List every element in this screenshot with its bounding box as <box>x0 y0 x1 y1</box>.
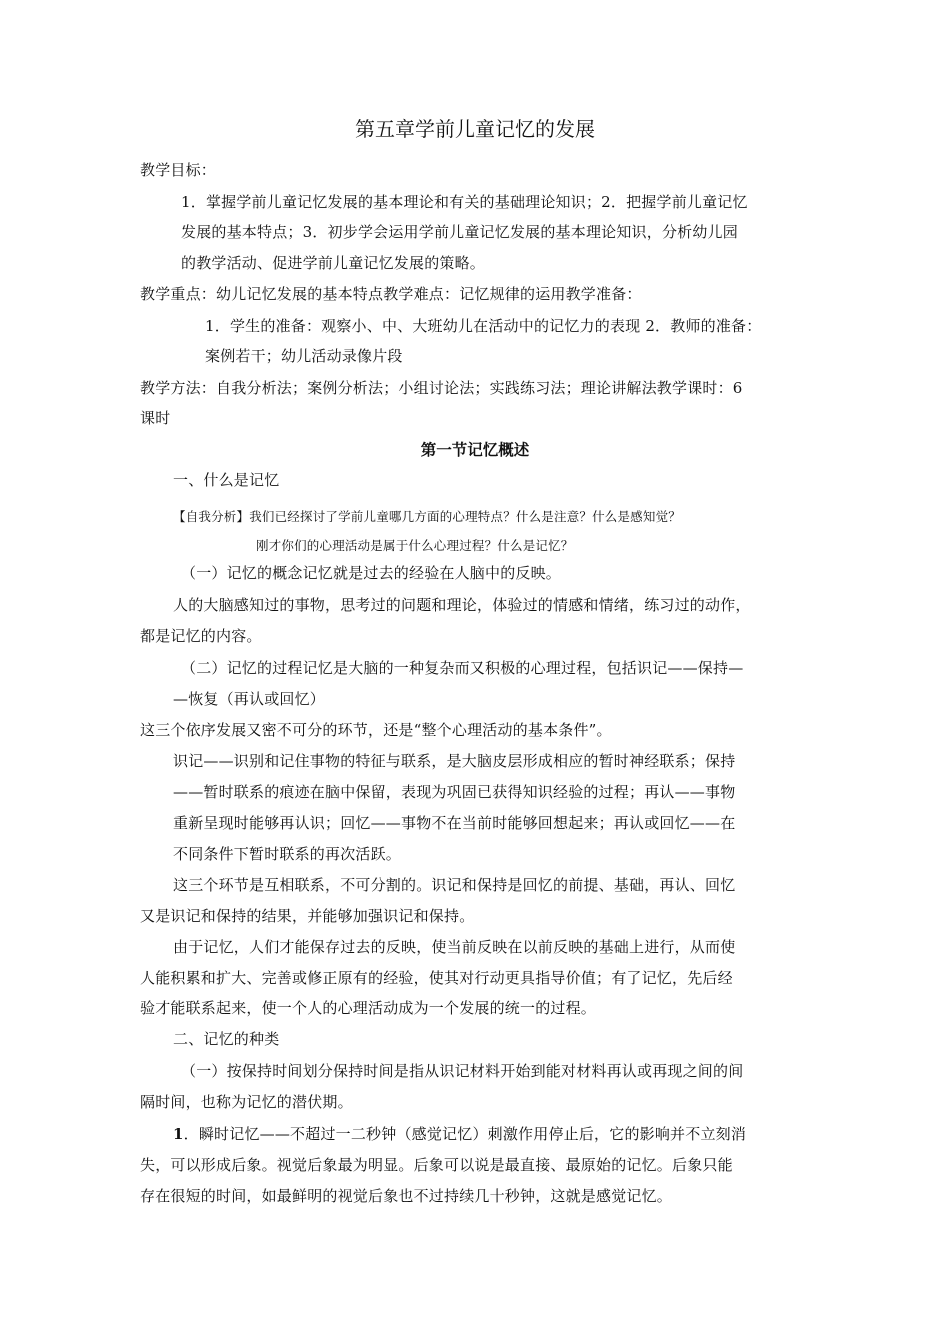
body-line: 识记——识别和记住事物的特征与联系，是大脑皮层形成相应的暂时神经联系；保持 <box>173 752 736 770</box>
section-title: 第一节记忆概述 <box>420 441 530 459</box>
body-line: 由于记忆，人们才能保存过去的反映，使当前反映在以前反映的基础上进行，从而使 <box>173 938 736 956</box>
body-line: 存在很短的时间，如最鲜明的视觉后象也不过持续几十秒钟，这就是感觉记忆。 <box>140 1187 673 1205</box>
body-line: 失，可以形成后象。视觉后象最为明显。后象可以说是最直接、最原始的记忆。后象只能 <box>140 1156 733 1174</box>
list-number: 1 <box>173 1125 184 1143</box>
objectives-line-2: 发展的基本特点；3．初步学会运用学前儿童记忆发展的基本理论知识，分析幼儿园 <box>181 223 738 241</box>
memory-process-line-2: —恢复（再认或回忆） <box>173 690 326 708</box>
body-line: 都是记忆的内容。 <box>140 627 262 645</box>
body-line: ——暂时联系的痕迹在脑中保留，表现为巩固已获得知识经验的过程；再认——事物 <box>173 783 736 801</box>
sensory-memory-line-1 <box>173 1124 746 1144</box>
memory-process-line-1: （二）记忆的过程记忆是大脑的一种复杂而又积极的心理过程，包括识记——保持— <box>181 659 744 677</box>
body-line: （一）按保持时间划分保持时间是指从识记材料开始到能对材料再认或再现之间的间 <box>181 1062 744 1080</box>
objectives-line-1: 1．掌握学前儿童记忆发展的基本理论和有关的基础理论知识；2．把握学前儿童记忆 <box>181 193 748 211</box>
body-line: 这三个依序发展又密不可分的环节，还是“整个心理活动的基本条件”。 <box>140 721 612 739</box>
sensory-memory-text: ．瞬时记忆——不超过一二秒钟（感觉记忆）刺激作用停止后，它的影响并不立刻消 <box>183 1125 747 1143</box>
body-line: 重新呈现时能够再认识；回忆——事物不在当前时能够回想起来；再认或回忆——在 <box>173 814 736 832</box>
memory-concept: （一）记忆的概念记忆就是过去的经验在人脑中的反映。 <box>181 564 562 582</box>
chapter-title: 第五章学前儿童记忆的发展 <box>355 117 595 141</box>
key-points-line: 教学重点：幼儿记忆发展的基本特点教学难点：记忆规律的运用教学准备： <box>140 285 642 303</box>
methods-line-1: 教学方法：自我分析法；案例分析法；小组讨论法；实践练习法；理论讲解法教学课时：6 <box>140 379 743 397</box>
preparation-line-2: 案例若干；幼儿活动录像片段 <box>205 347 403 365</box>
body-line: 不同条件下暂时联系的再次活跃。 <box>173 845 402 863</box>
body-line: 隔时间，也称为记忆的潜伏期。 <box>140 1093 353 1111</box>
heading-memory-types: 二、记忆的种类 <box>173 1030 280 1048</box>
objectives-line-3: 的教学活动、促进学前儿童记忆发展的策略。 <box>181 254 486 272</box>
body-line: 这三个环节是互相联系，不可分割的。识记和保持是回忆的前提、基础，再认、回忆 <box>173 876 736 894</box>
self-analysis-line-2: 刚才你们的心理活动是属于什么心理过程？什么是记忆？ <box>256 538 574 553</box>
body-line: 人的大脑感知过的事物，思考过的问题和理论，体验过的情感和情绪，练习过的动作， <box>173 596 751 614</box>
preparation-line-1: 1．学生的准备：观察小、中、大班幼儿在活动中的记忆力的表现 2．教师的准备： <box>205 317 762 335</box>
methods-line-2: 课时 <box>140 409 171 427</box>
body-line: 验才能联系起来，使一个人的心理活动成为一个发展的统一的过程。 <box>140 999 597 1017</box>
heading-what-is-memory: 一、什么是记忆 <box>173 471 280 489</box>
body-line: 人能积累和扩大、完善或修正原有的经验，使其对行动更具指导价值；有了记忆，先后经 <box>140 969 733 987</box>
self-analysis-line-1: 【自我分析】我们已经探讨了学前儿童哪几方面的心理特点？什么是注意？什么是感知觉？ <box>173 509 682 524</box>
body-line: 又是识记和保持的结果，并能够加强识记和保持。 <box>140 907 475 925</box>
objectives-label: 教学目标： <box>140 161 217 179</box>
